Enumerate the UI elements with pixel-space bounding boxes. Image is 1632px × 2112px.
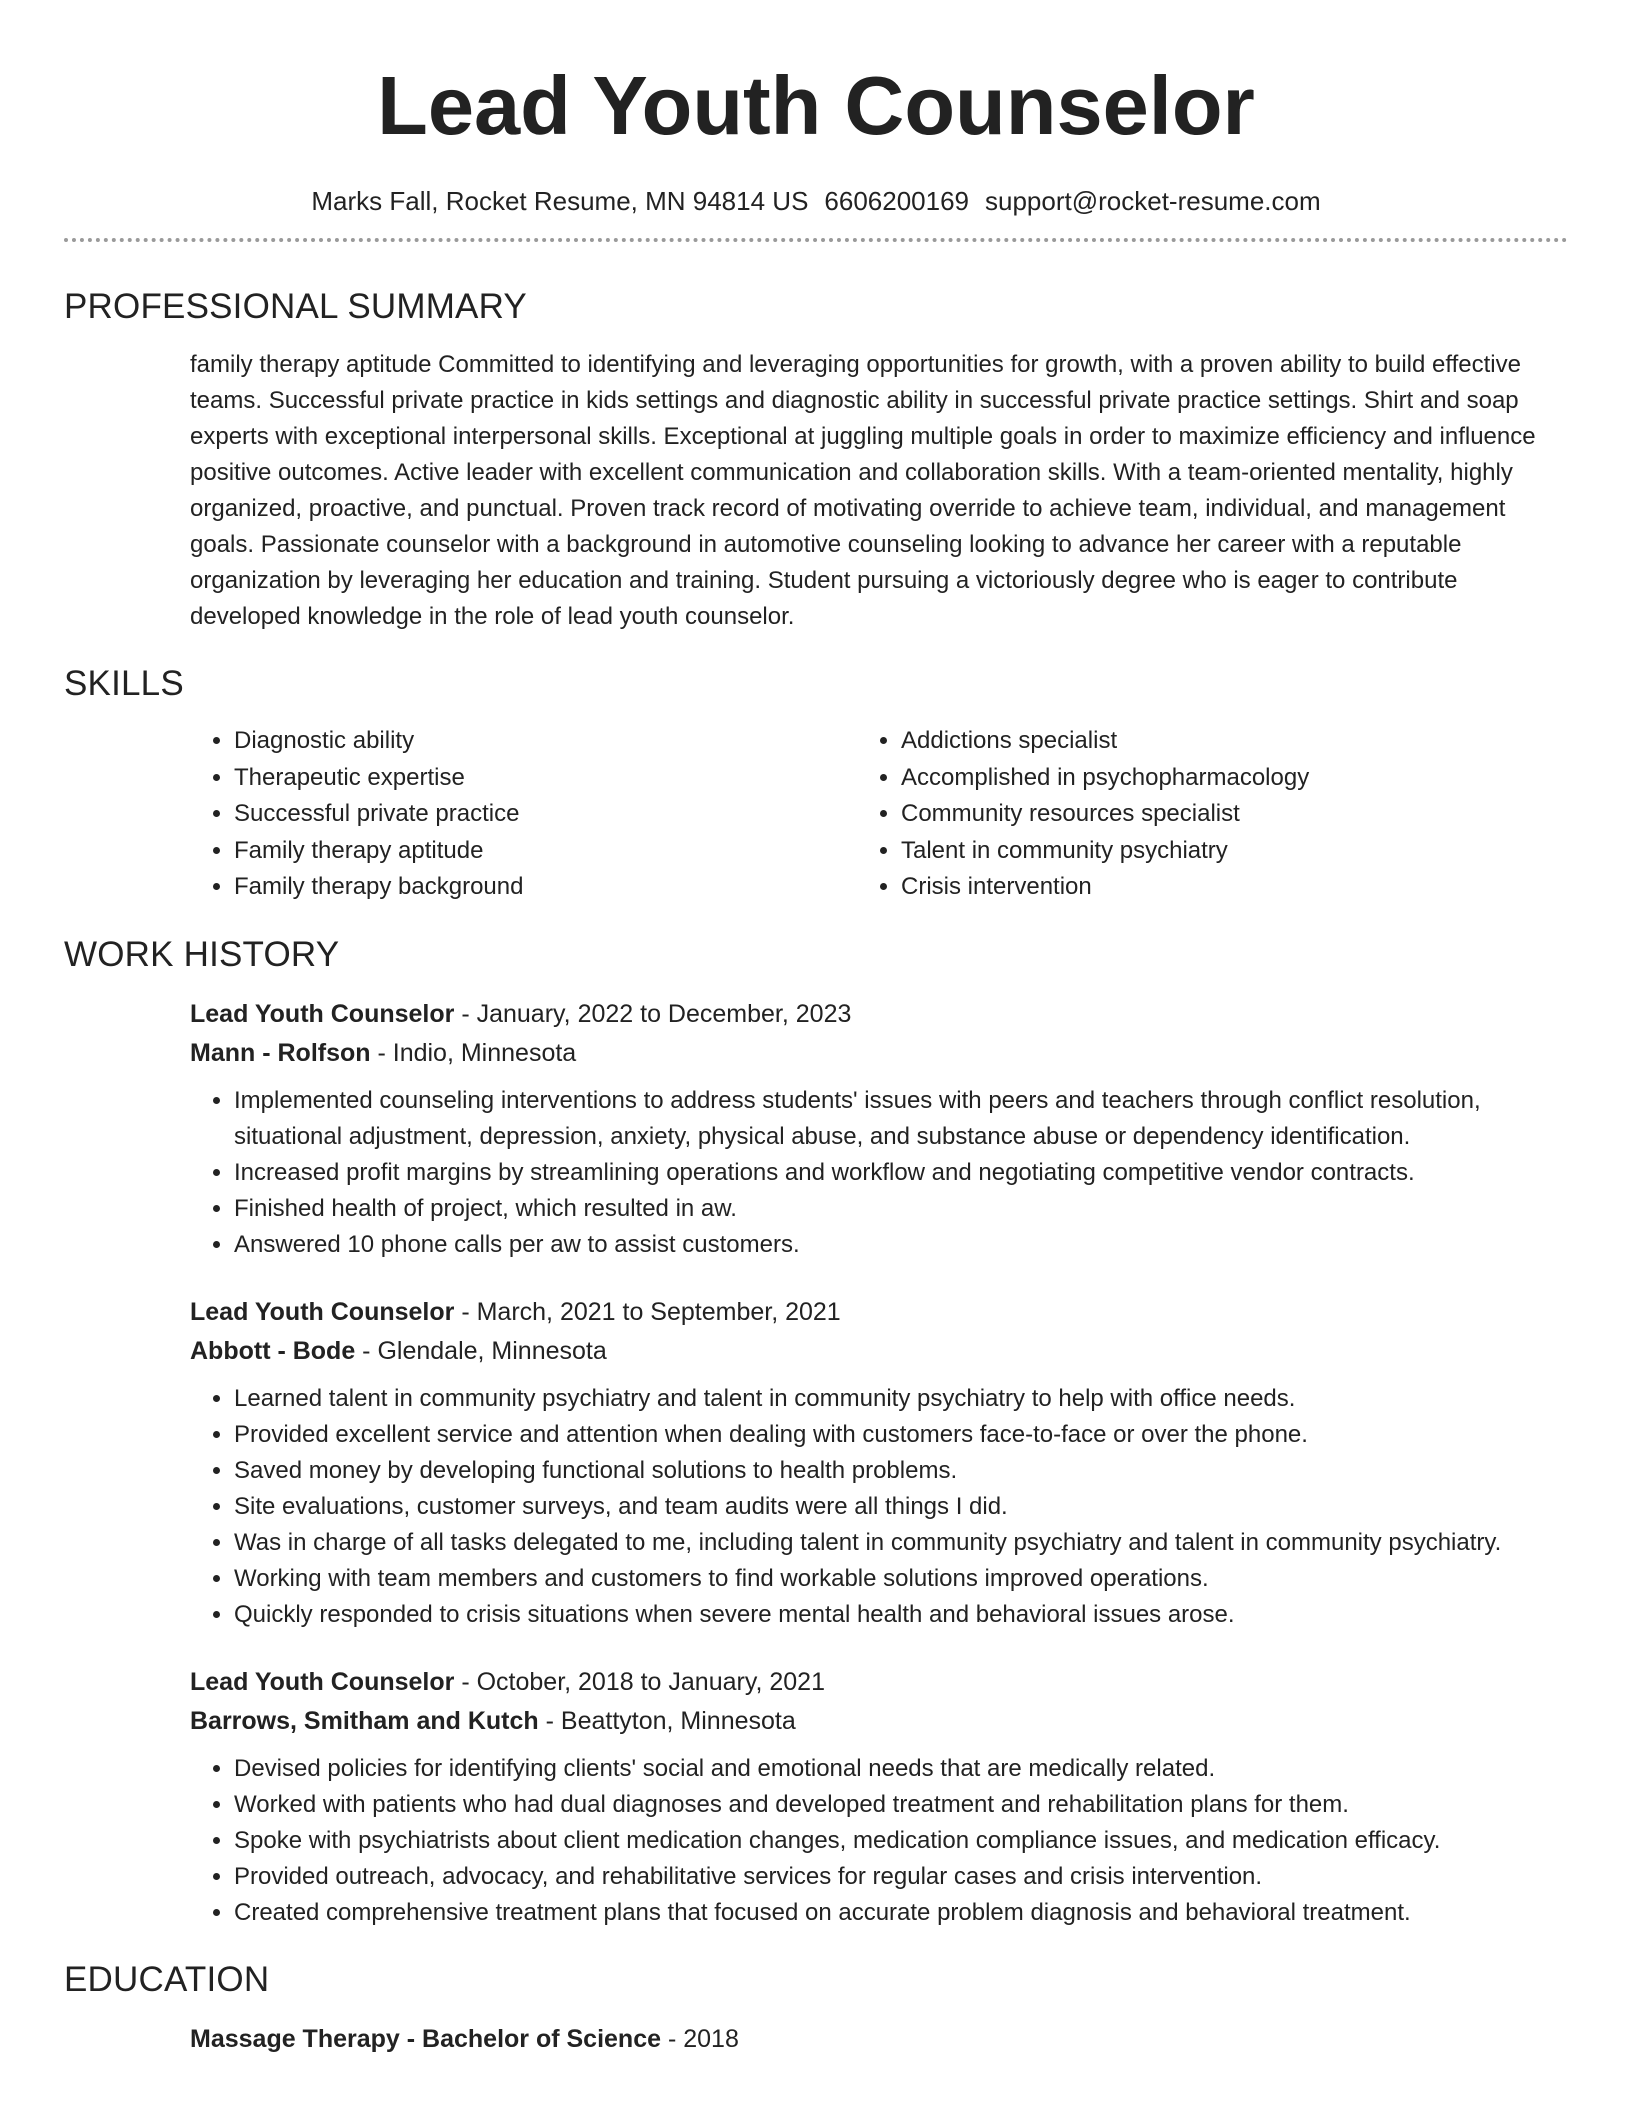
job-entry [190,995,1568,1263]
job-bullet: • Answered 10 phone calls per aw to assist customers. [234,1227,1568,1263]
job-bullet: • Created comprehensive treatment plans that focused on accurate problem diagnosis and behavioral treatment. [234,1895,1568,1931]
job-dates: - March, 2021 to September, 2021 [454,1297,841,1326]
contact-address: Marks Fall, Rocket Resume, MN 94814 US [311,186,809,216]
job-entry [190,1663,1568,1931]
job-location: - Glendale, Minnesota [355,1336,607,1365]
skill-item: • Crisis intervention [901,869,1568,906]
skills-section [190,723,1568,906]
contact-email: support@rocket-resume.com [985,186,1321,216]
summary-text: family therapy aptitude Committed to identifying and leveraging opportunities for growth, with a proven ability to build effective teams. Successful private practice in kids settings and diagnostic ability in successful private practice settings. Shirt and soap experts with exceptional interpersonal skills. Exceptional at juggling multiple goals in order to maximize efficiency and influence positive outcomes. Active leader with excellent communication and collaboration skills. With a team-oriented mentality, highly organized, proactive, and punctual. Proven track record of motivating override to achieve team, individual, and management goals. Passionate counselor with a background in automotive counseling looking to advance her career with a reputable organization by leveraging her education and training. Student pursuing a victoriously degree who is eager to contribute developed knowledge in the role of lead youth counselor. [190,351,1536,630]
skill-item: • Family therapy aptitude [234,833,901,870]
skills-list [190,723,1568,906]
job-bullets [190,1083,1568,1263]
skill-item: • Therapeutic expertise [234,760,901,797]
skill-item: • Successful private practice [234,796,901,833]
job-dates: - January, 2022 to December, 2023 [454,999,852,1028]
skill-item: • Diagnostic ability [234,723,901,760]
job-bullet: • Increased profit margins by streamlining operations and workflow and negotiating competitive vendor contracts. [234,1155,1568,1191]
education-section [190,2020,1568,2059]
job-company-line [190,1332,1568,1371]
skill-item: • Community resources specialist [901,796,1568,833]
job-role: Lead Youth Counselor [190,999,455,1028]
job-company: Abbott - Bode [190,1336,356,1365]
job-title-line [190,1663,1568,1702]
job-company-line [190,1702,1568,1741]
job-bullet: • Worked with patients who had dual diagnoses and developed treatment and rehabilitation plans for them. [234,1787,1568,1823]
job-bullet: • Provided excellent service and attention when dealing with customers face-to-face or over the phone. [234,1417,1568,1453]
education-year: - 2018 [661,2024,739,2053]
job-bullet: • Quickly responded to crisis situations when severe mental health and behavioral issues arose. [234,1597,1568,1633]
skill-item: • Addictions specialist [901,723,1568,760]
education-entry [190,2020,1568,2059]
job-bullet: • Was in charge of all tasks delegated to me, including talent in community psychiatry and talent in community psychiatry. [234,1525,1568,1561]
job-role: Lead Youth Counselor [190,1297,455,1326]
contact-phone: 6606200169 [824,186,970,216]
work-history-heading: WORK HISTORY [64,934,340,974]
job-location: - Beattyton, Minnesota [538,1706,796,1735]
skill-item: • Family therapy background [234,869,901,906]
job-company-line [190,1034,1568,1073]
job-location: - Indio, Minnesota [370,1038,577,1067]
job-bullets [190,1381,1568,1633]
job-company: Barrows, Smitham and Kutch [190,1706,539,1735]
job-bullet: • Working with team members and customers to find workable solutions improved operations. [234,1561,1568,1597]
header-divider [64,238,1568,242]
job-entry [190,1293,1568,1633]
job-bullet: • Implemented counseling interventions to address students' issues with peers and teachers through conflict resolution, situational adjustment, depression, anxiety, physical abuse, and substance abuse or dependency identification. [234,1083,1568,1155]
job-bullet: • Finished health of project, which resulted in aw. [234,1191,1568,1227]
skill-item: • Accomplished in psychopharmacology [901,760,1568,797]
job-bullet: • Provided outreach, advocacy, and rehabilitative services for regular cases and crisis intervention. [234,1859,1568,1895]
skills-heading: SKILLS [64,664,184,703]
job-title-line [190,1293,1568,1332]
education-degree: Massage Therapy - Bachelor of Science [190,2024,662,2053]
job-bullets [190,1751,1568,1931]
candidate-name: Lead Youth Counselor [377,59,1255,152]
job-dates: - October, 2018 to January, 2021 [454,1667,825,1696]
job-bullet: • Spoke with psychiatrists about client medication changes, medication compliance issues, and medication efficacy. [234,1823,1568,1859]
job-bullet: • Devised policies for identifying clients' social and emotional needs that are medically related. [234,1751,1568,1787]
education-heading: EDUCATION [64,1959,270,1999]
job-bullet: • Saved money by developing functional solutions to health problems. [234,1453,1568,1489]
summary-heading: PROFESSIONAL SUMMARY [64,287,527,326]
job-role: Lead Youth Counselor [190,1667,455,1696]
contact-line [64,184,1568,218]
skill-item: • Talent in community psychiatry [901,833,1568,870]
summary-section [190,347,1568,635]
job-title-line [190,995,1568,1034]
job-company: Mann - Rolfson [190,1038,371,1067]
job-bullet: • Learned talent in community psychiatry and talent in community psychiatry to help with office needs. [234,1381,1568,1417]
job-bullet: • Site evaluations, customer surveys, and team audits were all things I did. [234,1489,1568,1525]
